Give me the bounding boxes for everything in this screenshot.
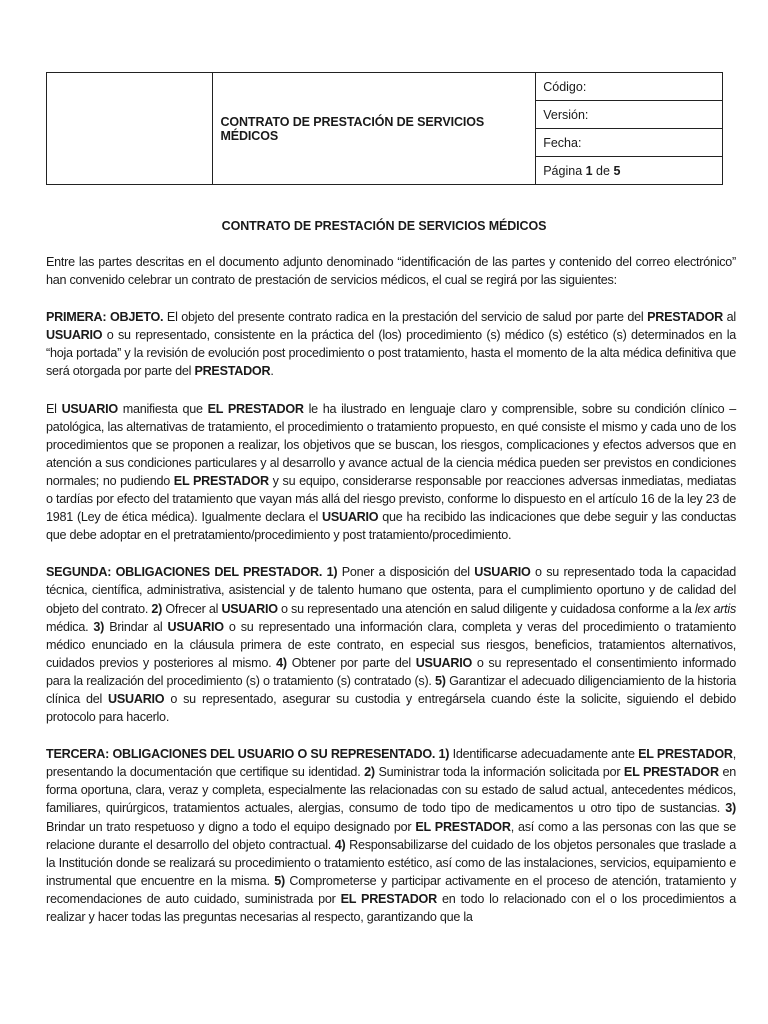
clause-text: Brindar al — [104, 619, 168, 634]
clause-text: médica. — [46, 619, 94, 634]
document-title: CONTRATO DE PRESTACIÓN DE SERVICIOS MÉDICOS — [221, 219, 547, 233]
clause-text: en forma oportuna, clara, veraz y completa, especialmente las relacionadas con su estado de salud actual, antecedentes médicos, familiares, quirúrgicos, tratamientos actuales, alergias, consumo de todo tipo de medicamentos u otro tipo de sustancias. — [46, 765, 736, 816]
latin-term: lex artis — [694, 601, 736, 616]
party-name: USUARIO — [61, 401, 118, 416]
clause-text: y su equipo, considerarse responsable por reacciones adversas inmediatas, mediatas o tardías por efecto del tratamiento que vayan más allá del riesgo previsto, conforme lo dispuesto en el artículo 16 de la ley 23 de 1981 (Ley de ética médica). Igualmente declara el — [46, 473, 736, 525]
item-number: 2) — [151, 601, 163, 616]
intro-paragraph: Entre las partes descritas en el documento adjunto denominado “identificación de las partes y contenido del correo electrónico” han convenido celebrar un contrato de prestación de servicios médicos, el cual se regirá por las siguientes: — [46, 255, 736, 288]
clause-text: en todo lo relacionado con el o los procedimientos a realizar y hacer todas las preguntas necesarias al respecto, garantizando que la — [46, 891, 737, 924]
contract-body — [46, 253, 736, 945]
item-number: 2) — [364, 765, 375, 780]
party-name: EL PRESTADOR — [638, 747, 733, 762]
item-number: 4) — [334, 837, 346, 852]
clause-text: o su representado el consentimiento informado para la realización del procedimiento (s) o tratamiento (s) contratado (s). — [46, 655, 736, 688]
clause-text: o su representado, consistente en la práctica del (los) procedimiento (s) médico (s) estético (s) determinados en la “hoja portada” y la revisión de evolución post procedimiento o post tratamiento, hasta el momento de la alta médica definitiva que será otorgada por parte del — [46, 328, 736, 379]
page-current: 1 — [585, 163, 593, 178]
clause-text: o su representado una información clara, completa y veras del procedimiento o tratamiento médico enunciado en la cláusula primera de este contrato, en especial sus riesgos, beneficios, tratamientos alternativos, cuidados previos y posteriores al mismo. — [46, 619, 736, 670]
clause-text: Identificarse adecuadamente ante — [449, 747, 639, 762]
item-number: 1) — [435, 747, 450, 762]
item-number: 3) — [725, 801, 736, 816]
party-name: EL PRESTADOR — [623, 765, 719, 780]
clause-text: Brindar un trato respetuoso y digno a todo el equipo designado por — [46, 819, 416, 834]
page-mid: de — [592, 163, 614, 178]
clause-text: Suministrar toda la información solicitada por — [374, 765, 624, 780]
party-name: USUARIO — [46, 328, 103, 343]
clause-text: o su representado una atención en salud diligente y cuidadosa conforme a la — [277, 601, 695, 616]
clause-heading: PRIMERA: OBJETO. — [46, 310, 164, 325]
item-number: 3) — [93, 619, 105, 634]
party-name: EL PRESTADOR — [415, 819, 511, 834]
page-number-field — [536, 157, 723, 185]
page-total: 5 — [613, 163, 621, 178]
clause-text: Comprometerse y participar activamente en el proceso de atención, tratamiento y recomendaciones de auto cuidado, suministrada por — [46, 873, 736, 906]
party-name: EL PRESTADOR — [173, 473, 269, 488]
version-field: Versión: — [536, 101, 723, 129]
clause-heading: TERCERA: OBLIGACIONES DEL USUARIO O SU REPRESENTADO. — [46, 747, 436, 762]
clause-text: El objeto del presente contrato radica en la prestación del servicio de salud por parte del — [163, 310, 648, 325]
clause-text: Obtener por parte del — [286, 655, 416, 670]
party-name: USUARIO — [108, 691, 165, 706]
clause-text: Poner a disposición del — [337, 565, 475, 580]
party-name: USUARIO — [167, 619, 224, 634]
clause-text: o su representado, asegurar su custodia y entregársela cuando éste la solicite, siguiendo el debido protocolo para hacerlo. — [46, 691, 736, 725]
clause-text: Ofrecer al — [162, 601, 222, 616]
clause-text: le ha ilustrado en lenguaje claro y comprensible, sobre su condición clínico – patológica, las alternativas de tratamiento, el procedimiento o tratamiento propuesto, en qué consiste el mismo y cada uno de los procedimientos que se proponen a realizar, los objetivos que se buscan, los riesgos, complicaciones y efectos adversos que en atención a sus condiciones particulares y al desarrollo y avance actual de la ciencia médica pueden ser previstos en condiciones normales; no pudiendo — [46, 401, 737, 488]
item-number: 4) — [276, 655, 287, 670]
clause-primera — [46, 308, 736, 380]
clause-text: que ha recibido las indicaciones que debe seguir y las conductas que debe adoptar en el pretratamiento/procedimiento y post tratamiento/procedimiento. — [46, 510, 736, 543]
clause-segunda — [46, 563, 736, 726]
party-name: USUARIO — [221, 601, 278, 616]
clause-heading: SEGUNDA: OBLIGACIONES DEL PRESTADOR. — [46, 565, 323, 580]
fecha-field: Fecha: — [536, 129, 723, 157]
clause-text: Responsabilizarse del cuidado de los objetos personales que traslade a la Institución donde se realizará su procedimiento o tratamiento estético, así como de las instalaciones, servicios, equipamiento e instrumental que encuentre en la misma. — [46, 837, 736, 888]
party-name: USUARIO — [321, 510, 379, 525]
clause-text: Garantizar el adecuado diligenciamiento de la historia clínica del — [46, 673, 736, 706]
clause-text: , presentando la documentación que certifique su identidad. — [46, 747, 737, 780]
usuario-paragraph — [46, 400, 736, 545]
clause-text: El — [46, 401, 62, 416]
item-number: 5) — [435, 673, 446, 688]
header-title: CONTRATO DE PRESTACIÓN DE SERVICIOS MÉDICOS — [213, 73, 536, 185]
party-name: PRESTADOR — [194, 364, 271, 379]
clause-tercera — [46, 745, 736, 926]
party-name: USUARIO — [415, 655, 473, 670]
logo-cell — [47, 73, 213, 185]
document-header-table — [46, 72, 723, 185]
item-number: 5) — [274, 873, 285, 888]
clause-text: o su representado toda la capacidad técnica, científica, administrativa, asistencial y de talento humano que ostenta, para el cumplimiento oportuno y de calidad del objeto del contrato. — [46, 565, 737, 616]
clause-text: , así como a las personas con las que se relacione durante el desarrollo del objeto contractual. — [46, 819, 736, 852]
party-name: USUARIO — [474, 565, 531, 580]
clause-text: manifiesta que — [117, 401, 208, 416]
clause-text: al — [723, 310, 736, 325]
clause-text: . — [270, 364, 274, 379]
party-name: EL PRESTADOR — [340, 891, 437, 906]
item-number: 1) — [322, 565, 338, 580]
codigo-field: Código: — [536, 73, 723, 101]
party-name: PRESTADOR — [647, 310, 723, 325]
page-prefix: Página — [543, 163, 586, 178]
party-name: EL PRESTADOR — [207, 401, 304, 416]
